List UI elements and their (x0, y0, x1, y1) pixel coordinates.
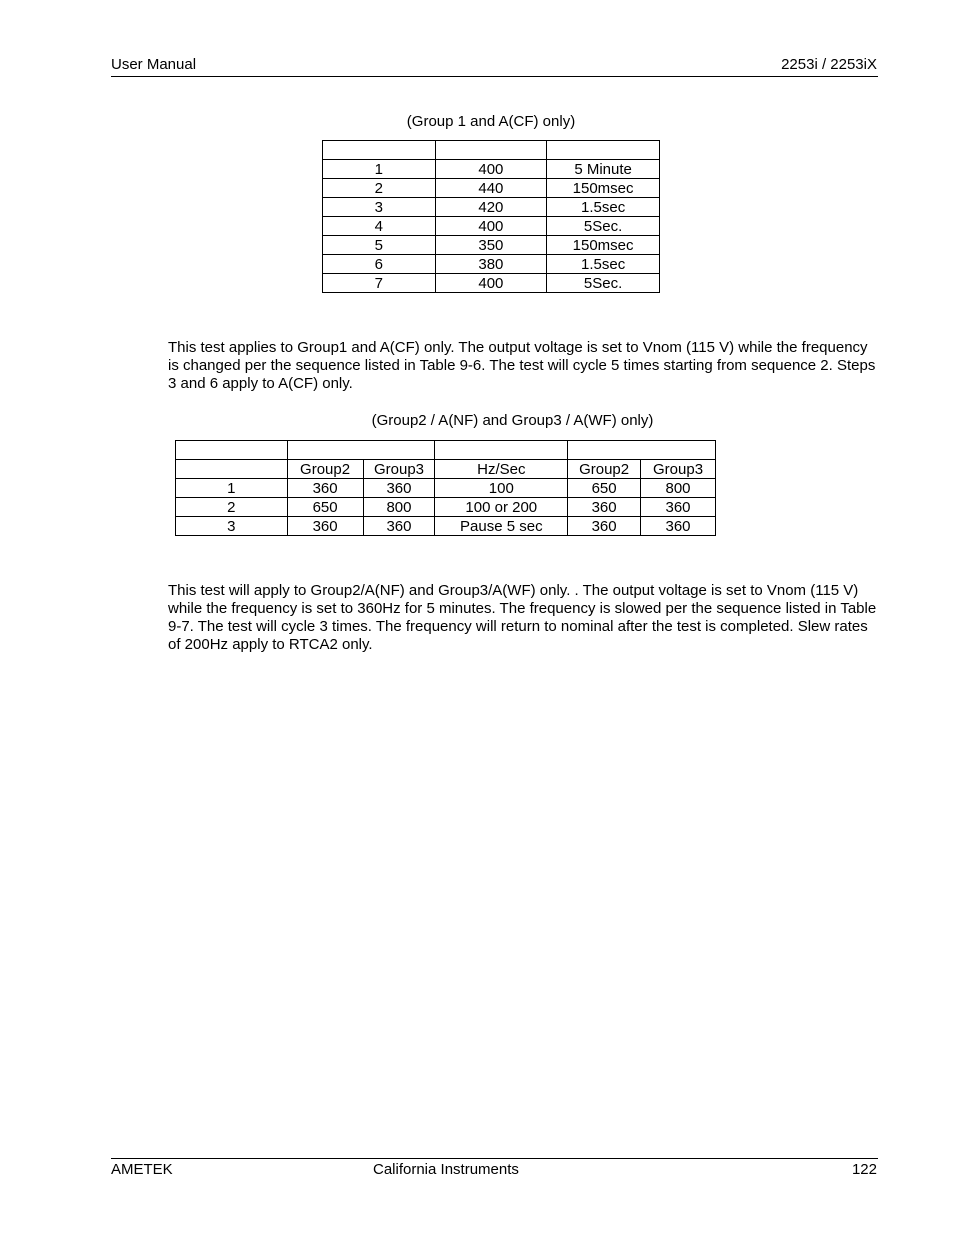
header-title: User Manual (111, 56, 197, 73)
table-row: 5 350 150msec (323, 236, 660, 255)
table-row: 7 400 5Sec. (323, 274, 660, 293)
table2-header-row (176, 441, 716, 460)
table-row: 1 400 5 Minute (323, 160, 660, 179)
table-row: 3 360 360 Pause 5 sec 360 360 (176, 517, 716, 536)
table2-caption: (Group2 / A(NF) and Group3 / A(WF) only) (371, 412, 654, 429)
footer-company: AMETEK (111, 1161, 173, 1178)
page-number: 122 (851, 1161, 877, 1178)
table-row: 2 440 150msec (323, 179, 660, 198)
table2 (175, 440, 716, 536)
paragraph-2: This test will apply to Group2/A(NF) and Group3/A(WF) only. . The output voltage is set to Vnom (115 V) while the frequency is set to 360Hz for 5 minutes. The frequency is slowed per the sequence listed in Table 9-7. The test will cycle 3 times. The frequency will return to nominal after the test is completed. Slew rates of 200Hz apply to RTCA2 only. (168, 582, 877, 653)
table1 (322, 140, 660, 293)
paragraph-1: This test applies to Group1 and A(CF) only. The output voltage is set to Vnom (115 V) while the frequency is changed per the sequence listed in Table 9-6. The test will cycle 5 times starting from sequence 2. Steps 3 and 6 apply to A(CF) only. (168, 339, 876, 392)
table2-subheader-row: Group2 Group3 Hz/Sec Group2 Group3 (176, 460, 716, 479)
table1-header-row (323, 141, 660, 160)
header-rule (111, 76, 878, 77)
footer-rule (111, 1158, 878, 1159)
table-row: 2 650 800 100 or 200 360 360 (176, 498, 716, 517)
table-row: 6 380 1.5sec (323, 255, 660, 274)
header-model: 2253i / 2253iX (781, 56, 877, 73)
table-row: 4 400 5Sec. (323, 217, 660, 236)
table-row: 3 420 1.5sec (323, 198, 660, 217)
table1-caption: (Group 1 and A(CF) only) (406, 113, 576, 130)
footer-division: California Instruments (373, 1161, 519, 1178)
table-row: 1 360 360 100 650 800 (176, 479, 716, 498)
